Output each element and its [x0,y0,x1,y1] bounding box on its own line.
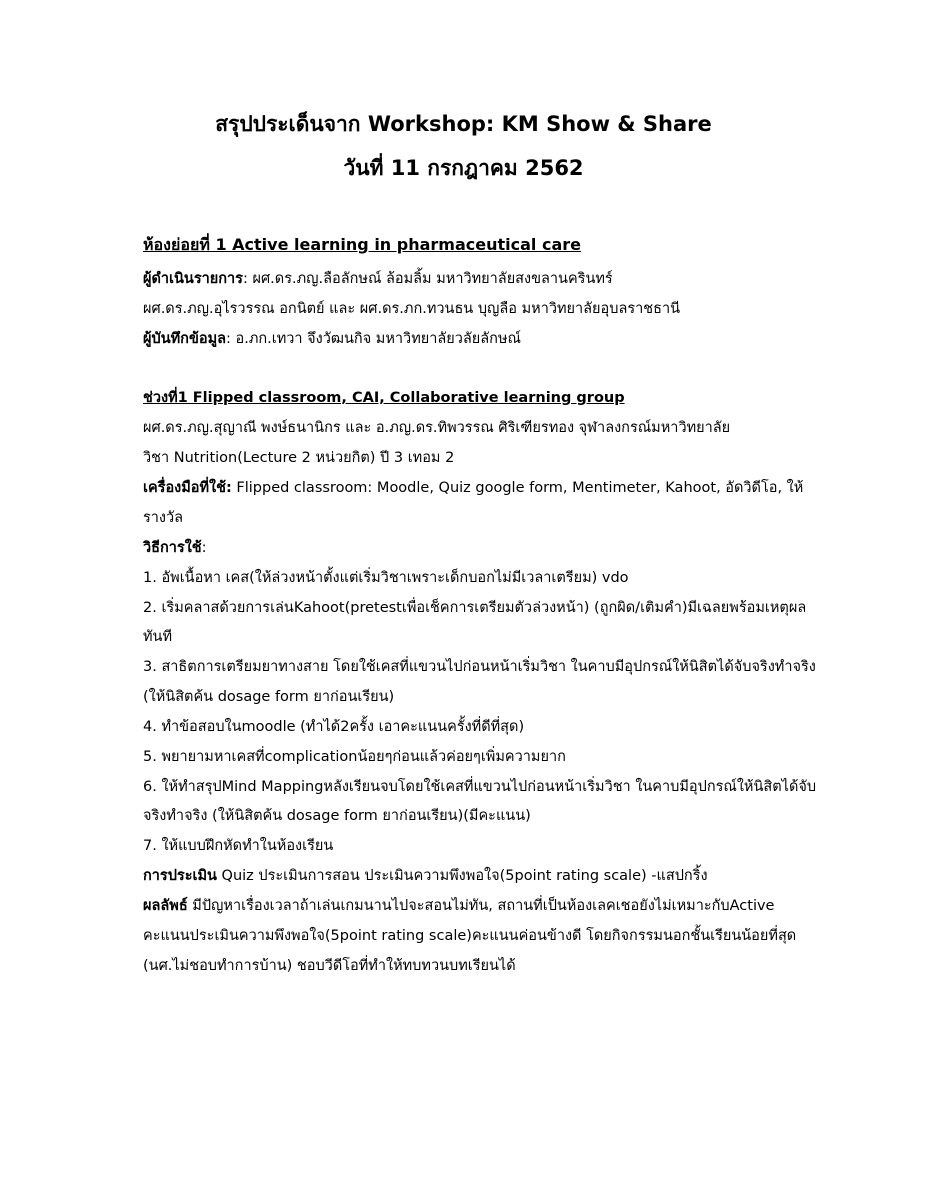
result-line [143,896,788,916]
step-line: 5. พยายามหาเคสที่complicationน้อยๆก่อนแล้วค่อยๆเพิ่มความยาก [143,749,566,765]
session-heading: ช่วงที่1 Flipped classroom, CAI, Collaborative learning group [143,390,625,406]
recorder-line [143,329,788,349]
recorder-text: : อ.ภก.เทวา จึงวัฒนกิจ มหาวิทยาลัยวลัยลักษณ์ [226,331,521,347]
evaluation-text: Quiz ประเมินการสอน ประเมินความพึงพอใจ(5point rating scale) -แสปกริ้ง [216,868,708,884]
result-line-2: คะแนนประเมินความพึงพอใจ(5point rating scale)คะแนนค่อนข้างดี โดยกิจกรรมนอกชั้นเรียนน้อยที่สุด [143,928,797,944]
step-line: 2. เริ่มคลาสด้วยการเล่นKahoot(pretestเพื่อเช็คการเตรียมตัวล่วงหน้า) (ถูกผิด/เติมคำ)มีเฉลยพร้อมเหตุผล [143,600,807,616]
tools-line [143,478,804,498]
evaluation-line [143,866,788,886]
tools-line-2: รางวัล [143,510,184,526]
method-label: วิธีการใช้ [143,540,202,556]
step-line: (ให้นิสิตค้น dosage form ยาก่อนเรียน) [143,689,395,705]
room-heading: ห้องย่อยที่ 1 Active learning in pharmaceutical care [143,235,581,254]
result-line-3: (นศ.ไม่ชอบทำการบ้าน) ชอบวีดีโอที่ทำให้ทบทวนบทเรียนได้ [143,958,516,974]
tools-text: Flipped classroom: Moodle, Quiz google form, Mentimeter, Kahoot, อัดวิดีโอ, ให้ [231,480,804,496]
step-line: จริงทำจริง (ให้นิสิตค้น dosage form ยาก่อนเรียน)(มีคะแนน) [143,808,531,824]
moderator-text: : ผศ.ดร.ภญ.ลือลักษณ์ ล้อมลิ้ม มหาวิทยาลัยสงขลานครินทร์ [242,271,613,287]
session-speakers: ผศ.ดร.ภญ.สุญาณี พงษ์ธนานิกร และ อ.ภญ.ดร.ทิพวรรณ ศิริเฑียรทอง จุฬาลงกรณ์มหาวิทยาลัย [143,420,731,436]
step-line: 7. ให้แบบฝึกหัดทำในห้องเรียน [143,838,334,854]
document-date: วันที่ 11 กรกฎาคม 2562 [343,156,584,180]
moderator-line-2: ผศ.ดร.ภญ.อุไรวรรณ อกนิตย์ และ ผศ.ดร.ภก.ทวนธน บุญลือ มหาวิทยาลัยอุบลราชธานี [143,301,681,317]
result-label: ผลลัพธ์ [143,898,188,914]
result-text: มีปัญหาเรื่องเวลาถ้าเล่นเกมนานไปจะสอนไม่ทัน, สถานที่เป็นห้องเลคเชอยังไม่เหมาะกับActive [187,898,775,914]
moderator-line [143,269,788,289]
session-course: วิชา Nutrition(Lecture 2 หน่วยกิต) ปี 3 เทอม 2 [143,450,455,466]
step-line: 4. ทำข้อสอบในmoodle (ทำได้2ครั้ง เอาคะแนนครั้งที่ดีที่สุด) [143,719,525,735]
method-colon: : [201,540,207,556]
step-line: 3. สาธิตการเตรียมยาทางสาย โดยใช้เคสที่แขวนไปก่อนหน้าเริ่มวิชา ในคาบมีอุปกรณ์ให้นิสิตได้จับจริงทำจริง [143,659,816,675]
tools-label: เครื่องมือที่ใช้: [143,480,232,496]
step-line: 6. ให้ทำสรุปMind Mappingหลังเรียนจบโดยใช้เคสที่แขวนไปก่อนหน้าเริ่มวิชา ในคาบมีอุปกรณ์ให้นิสิตได้จับ [143,779,817,795]
moderator-label: ผู้ดำเนินรายการ [143,271,243,287]
method-line [143,538,788,558]
step-line: ทันที [143,629,173,645]
evaluation-label: การประเมิน [143,868,217,884]
document-title: สรุปประเด็นจาก Workshop: KM Show & Share [215,112,712,136]
recorder-label: ผู้บันทึกข้อมูล [143,331,227,347]
step-line: 1. อัพเนื้อหา เคส(ให้ล่วงหน้าตั้งแต่เริ่มวิชาเพราะเด็กบอกไม่มีเวลาเตรียม) vdo [143,570,629,586]
